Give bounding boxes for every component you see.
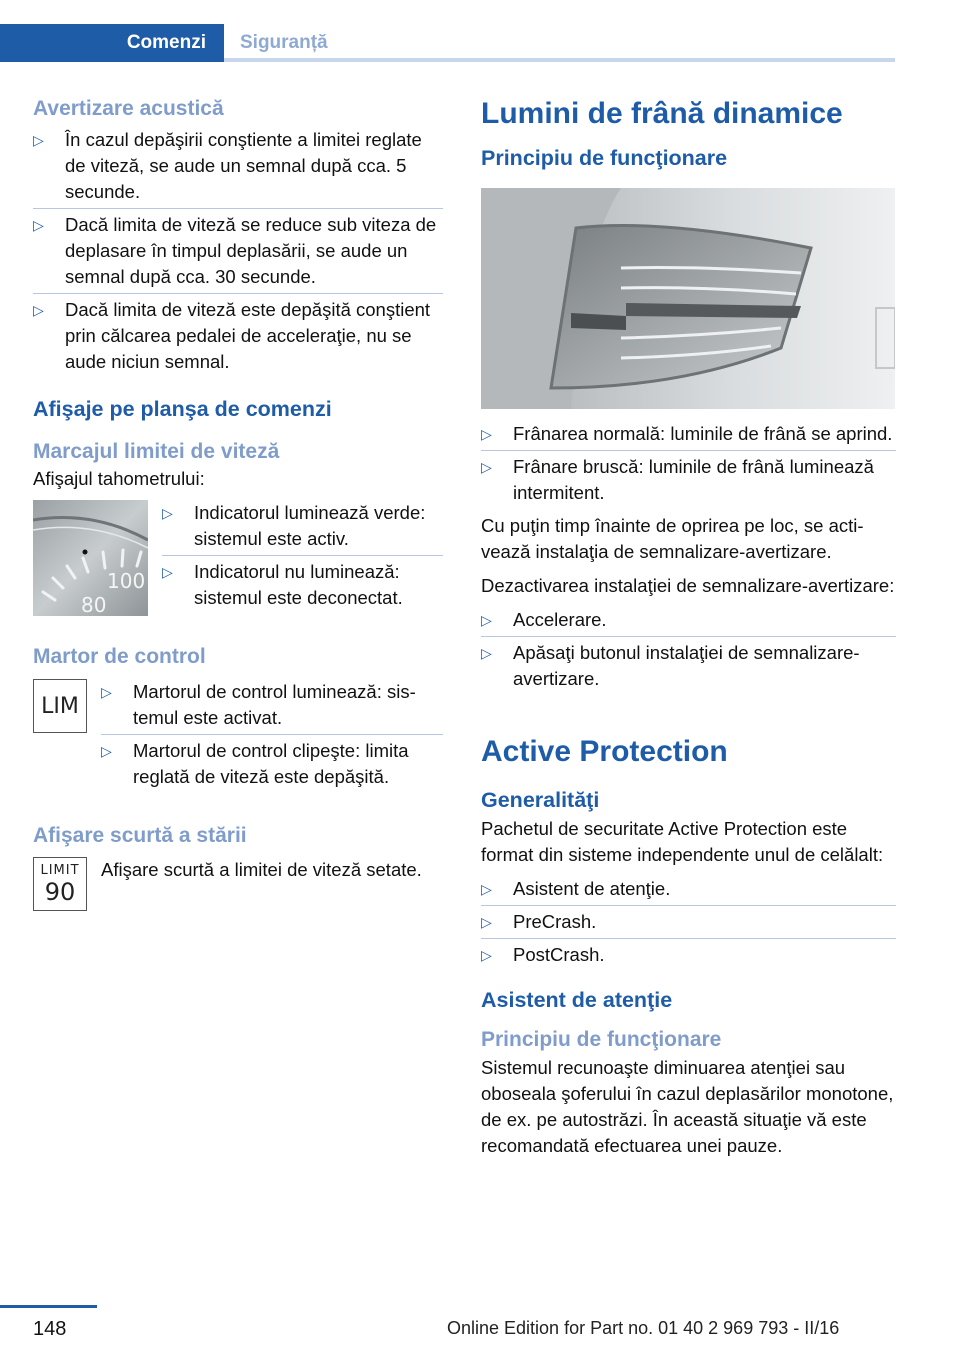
list-frana xyxy=(481,421,896,506)
triangle-right-icon: ▷ xyxy=(481,611,492,628)
list-item: ▷ În cazul depăşirii conştiente a limitei reglate de viteză, se aude un semnal după cca. 5 secunde. xyxy=(33,127,443,205)
triangle-right-icon: ▷ xyxy=(101,743,112,760)
tacho-figure-row xyxy=(33,500,443,618)
tab-siguranta[interactable]: Siguranță xyxy=(240,32,328,53)
list-item: ▷ Frânarea normală: luminile de frână se aprind. xyxy=(481,421,896,447)
tachometer-image xyxy=(33,500,148,616)
triangle-right-icon: ▷ xyxy=(481,458,492,475)
list-item: ▷ PreCrash. xyxy=(481,909,896,935)
list-active-protection xyxy=(481,876,896,968)
heading-generalitati: Generalităţi xyxy=(481,787,600,812)
triangle-right-icon: ▷ xyxy=(101,684,112,701)
para-generalitati: Pachetul de securitate Active Protection este format din sisteme independente unul de celălalt: xyxy=(481,817,884,865)
list-marcaj xyxy=(162,500,443,611)
tacho-intro: Afişajul tahometrului: xyxy=(33,468,205,490)
list-item: ▷ Martorul de control luminează: sistemul este activat. xyxy=(101,679,443,731)
page-number: 148 xyxy=(33,1318,67,1340)
list-dezactivare xyxy=(481,607,896,692)
heading-martor: Martor de control xyxy=(33,645,206,669)
list-martor xyxy=(101,679,443,790)
heading-avertizare-acustica: Avertizare acustică xyxy=(33,97,224,120)
heading-principiu: Principiu de funcţionare xyxy=(481,146,728,170)
para-semnalizare: Cu puţin timp înainte de oprirea pe loc, se activează instalaţia de semnalizare-avertizare. xyxy=(481,514,864,562)
left-column xyxy=(33,96,443,919)
heading-afisare-scurta: Afişare scurtă a stării xyxy=(33,824,247,848)
list-item: ▷ Martorul de control clipeşte: limita reglată de viteză este depăşită. xyxy=(101,740,409,788)
heading-asistent: Asistent de atenţie xyxy=(481,987,673,1012)
edition-text: Online Edition for Part no. 01 40 2 969 793 - II/16 xyxy=(447,1318,840,1338)
list-item: ▷ Frânare bruscă: luminile de frână luminează intermitent. xyxy=(481,455,874,503)
heading-afisaje: Afişaje pe planşa de comenzi xyxy=(33,397,332,422)
limit-90-icon: LIMIT 90 xyxy=(33,857,87,911)
list-item: ▷ Indicatorul luminează verde: sistemul este activ. xyxy=(162,500,443,552)
list-item: ▷ PostCrash. xyxy=(481,942,896,968)
para-asistent: Sistemul recunoaşte diminuarea atenţiei sau oboseala şoferului în cazul deplasărilor monotone, de ex. pe autostrăzi. În această situaţie vă este recomandată efectuarea unei pauze. xyxy=(481,1056,894,1156)
heading-active-protection: Active Protection xyxy=(481,734,728,768)
heading-asistent-principiu: Principiu de funcţionare xyxy=(481,1028,722,1052)
afisare-scurta-row xyxy=(33,857,443,911)
tab-divider xyxy=(224,58,895,62)
list-item: ▷ Dacă limita de viteză este depăşită conştient prin călcarea pedalei de acceleraţie, nu se aude niciun semnal. xyxy=(33,299,431,373)
lim-indicator-icon: LIM xyxy=(33,679,87,733)
triangle-right-icon: ▷ xyxy=(481,644,492,661)
right-column xyxy=(481,96,896,1167)
list-item: ▷ Dacă limita de viteză se reduce sub viteza de deplasare în timpul deplasării, se aude un semnal după cca. 30 secunde. xyxy=(33,212,443,290)
triangle-right-icon: ▷ xyxy=(481,425,492,442)
triangle-right-icon: ▷ xyxy=(481,913,492,930)
footer-rule xyxy=(0,1305,97,1308)
triangle-right-icon: ▷ xyxy=(33,132,44,149)
tacho-label-100: 100 xyxy=(107,569,146,594)
tab-comenzi[interactable]: Comenzi xyxy=(0,24,224,62)
martor-figure-row xyxy=(33,679,443,797)
para-dezactivare: Dezactivarea instalaţiei de semnalizare-avertizare: xyxy=(481,574,895,596)
list-item: ▷ Asistent de atenţie. xyxy=(481,876,896,902)
triangle-right-icon: ▷ xyxy=(481,946,492,963)
heading-marcaj: Marcajul limitei de viteză xyxy=(33,439,280,463)
list-avertizare xyxy=(33,127,443,375)
triangle-right-icon: ▷ xyxy=(33,302,44,319)
list-item: ▷ Indicatorul nu luminează: sistemul este deconectat. xyxy=(162,561,403,609)
header-tabs xyxy=(0,0,895,62)
triangle-right-icon: ▷ xyxy=(33,217,44,234)
triangle-right-icon: ▷ xyxy=(162,564,173,581)
list-item: ▷ Apăsaţi butonul instalaţiei de semnalizare-avertizare. xyxy=(481,641,860,689)
tacho-label-80: 80 xyxy=(81,593,107,617)
afisare-scurta-text: Afişare scurtă a limitei de viteză setate. xyxy=(101,858,422,880)
list-item: ▷ Accelerare. xyxy=(481,607,896,633)
heading-lumini-frana: Lumini de frână dinamice xyxy=(481,97,843,130)
triangle-right-icon: ▷ xyxy=(481,880,492,897)
brake-light-image xyxy=(481,188,895,409)
triangle-right-icon: ▷ xyxy=(162,505,173,522)
